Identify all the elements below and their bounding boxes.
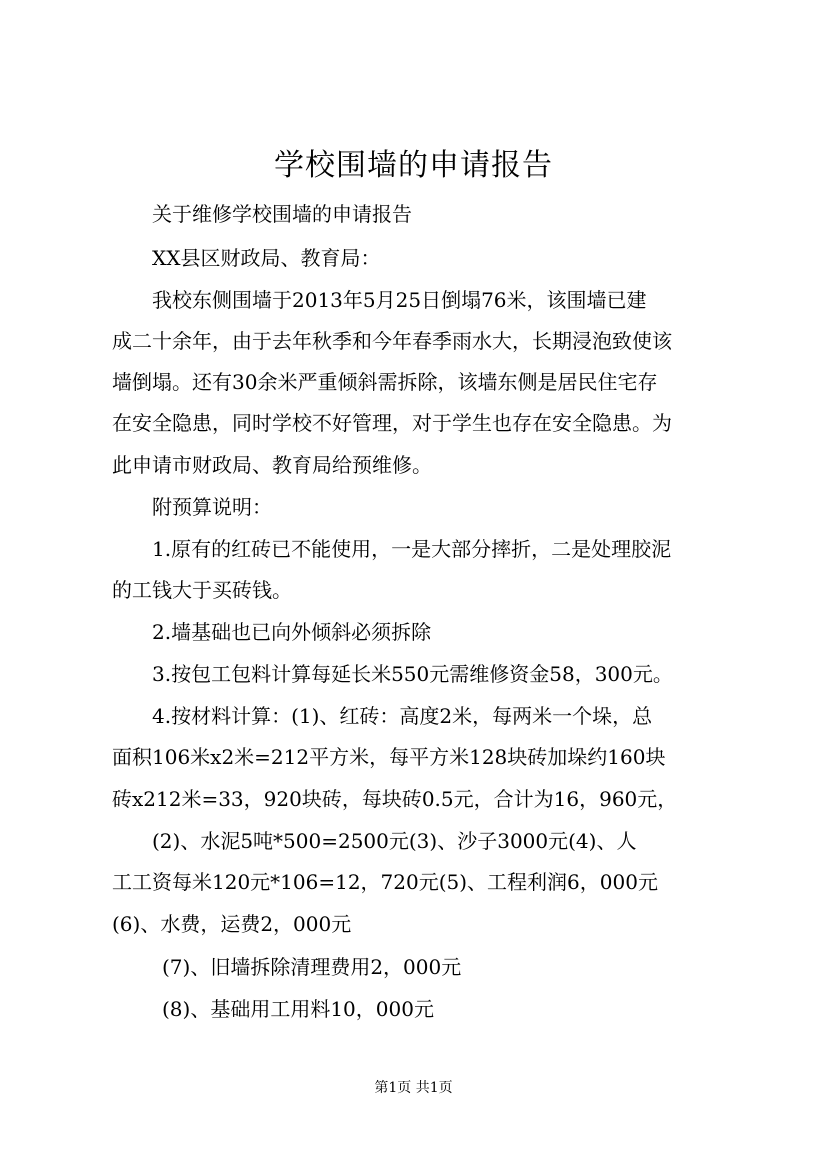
subject-line: 关于维修学校围墙的申请报告 <box>152 202 412 226</box>
body-paragraph-line: 我校东侧围墙于2013年5月25日倒塌76米，该围墙已建 <box>152 288 647 312</box>
budget-item-line: (8)、基础用工用料10，000元 <box>162 997 434 1021</box>
document-title: 学校围墙的申请报告 <box>274 148 553 183</box>
budget-item-line: (2)、水泥5吨*500=2500元(3)、沙子3000元(4)、人 <box>152 829 637 853</box>
budget-heading: 附预算说明： <box>152 495 272 519</box>
budget-item-line: 1.原有的红砖已不能使用，一是大部分摔折，二是处理胶泥 <box>152 537 672 561</box>
budget-item-line: 4.按材料计算：(1)、红砖：高度2米，每两米一个垛，总 <box>152 704 653 728</box>
budget-item-line: (6)、水费，运费2，000元 <box>112 912 352 936</box>
page-footer: 第1页 共1页 <box>374 1080 453 1096</box>
budget-item-line: 砖x212米=33，920块砖，每块砖0.5元，合计为16，960元， <box>112 787 678 811</box>
budget-item-line: 2.墙基础也已向外倾斜必须拆除 <box>152 620 432 644</box>
budget-item-line: (7)、旧墙拆除清理费用2，000元 <box>162 955 462 979</box>
budget-item-line: 面积106米x2米=212平方米，每平方米128块砖加垛约160块 <box>112 745 666 769</box>
body-paragraph-line: 成二十余年，由于去年秋季和今年春季雨水大，长期浸泡致使该 <box>112 329 672 353</box>
body-paragraph-line: 墙倒塌。还有30余米严重倾斜需拆除，该墙东侧是居民住宅存 <box>112 370 658 394</box>
budget-item-line: 工工资每米120元*106=12，720元(5)、工程利润6，000元 <box>112 870 658 894</box>
budget-item-line: 的工钱大于买砖钱。 <box>112 578 292 602</box>
addressee-line: XX县区财政局、教育局： <box>152 246 381 270</box>
body-paragraph-line: 此申请市财政局、教育局给预维修。 <box>112 453 432 477</box>
body-paragraph-line: 在安全隐患，同时学校不好管理，对于学生也存在安全隐患。为 <box>112 411 672 435</box>
budget-item-line: 3.按包工包料计算每延长米550元需维修资金58，300元。 <box>152 662 673 686</box>
